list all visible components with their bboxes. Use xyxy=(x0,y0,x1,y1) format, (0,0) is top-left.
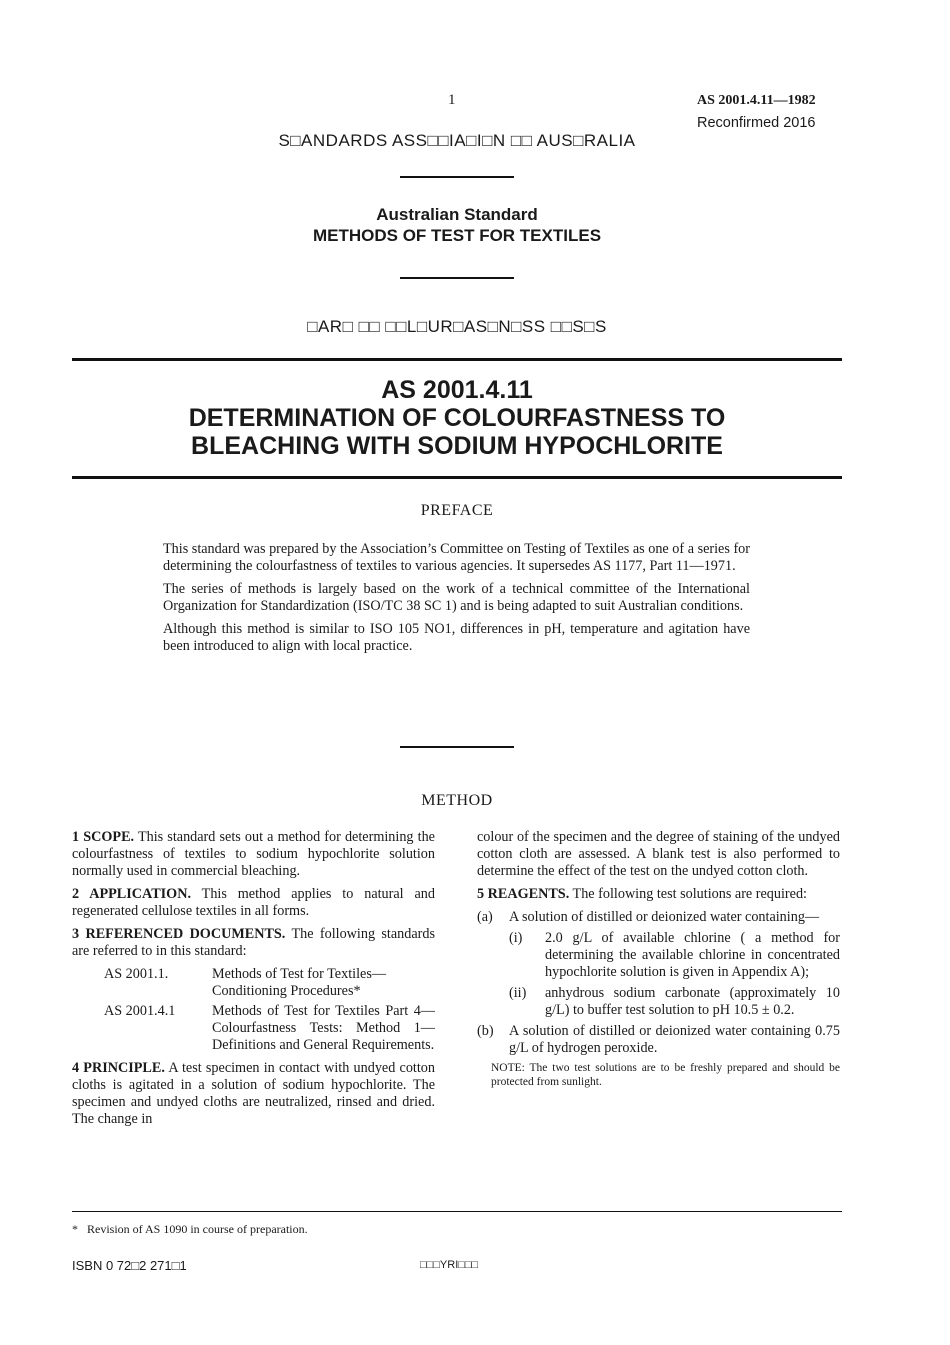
method-heading: METHOD xyxy=(421,792,493,809)
subitem-text: 2.0 g/L of available chlorine ( a method for determining the available chlorine in concentrated hypochlorite solution is given in Appendix A); xyxy=(545,930,840,980)
page-number: 1 xyxy=(448,92,456,108)
reagent-item xyxy=(477,1023,840,1057)
divider xyxy=(400,277,514,279)
preface-paragraph: Although this method is similar to ISO 105 NO1, differences in pH, temperature and agitation have been introduced to align with local practice. xyxy=(163,621,750,654)
item-label: (b) xyxy=(477,1023,494,1039)
subitem-label: (i) xyxy=(509,930,523,946)
copyright-mark: □□□YRI□□□ xyxy=(420,1259,479,1271)
scope-text: This standard sets out a method for determining the colourfastness of textiles to sodium hypochlorite solution normally used in commercial bleaching. xyxy=(72,829,435,879)
scope-label: 1 SCOPE. xyxy=(72,829,135,845)
document-title: Methods of Test for Textiles Part 4—Colourfastness Tests: Method 1—Definitions and General Requirements. xyxy=(212,1003,435,1053)
item-text: A solution of distilled or deionized water containing 0.75 g/L of hydrogen peroxide. xyxy=(509,1023,840,1056)
subitem-label: (ii) xyxy=(509,985,527,1001)
organization-name: S□ANDARDS ASS□□IA□I□N □□ AUS□RALIA xyxy=(278,131,636,150)
principle-text: A test specimen in contact with undyed cotton cloths is agitated in a solution of sodium hypochlorite. The specimen and undyed cloths are neutralized, rinsed and dried. The change in xyxy=(72,1060,435,1127)
application-label: 2 APPLICATION. xyxy=(72,886,192,902)
referenced-text: The following standards are referred to in this standard: xyxy=(72,926,435,959)
method-right-column xyxy=(477,829,840,1089)
main-title-line: BLEACHING WITH SODIUM HYPOCHLORITE xyxy=(191,432,723,460)
reagent-note: NOTE: The two test solutions are to be freshly prepared and should be protected from sunlight. xyxy=(491,1062,840,1088)
divider xyxy=(400,176,514,178)
title-rule-bottom xyxy=(72,476,842,479)
preface-paragraph: This standard was prepared by the Association’s Committee on Testing of Textiles as one of a series for determining the colourfastness of textiles to various agencies. It supersedes AS 1177, Part 11—1971. xyxy=(163,541,750,574)
referenced-document xyxy=(104,1003,435,1054)
principle-continued: colour of the specimen and the degree of staining of the undyed cotton cloth are assessed. A blank test is also performed to determine the effect of the test on the undyed cotton cloth. xyxy=(477,829,840,879)
reagent-subitem xyxy=(509,930,840,981)
divider xyxy=(400,746,514,748)
preface-heading: PREFACE xyxy=(420,502,494,519)
method-left-column xyxy=(72,829,435,1134)
subitem-text: anhydrous sodium carbonate (approximately 10 g/L) to buffer test solution to pH 10.5 ± 0.2. xyxy=(545,985,840,1018)
referenced-section xyxy=(72,926,435,960)
standard-type: Australian Standard xyxy=(376,205,538,224)
scope-section xyxy=(72,829,435,880)
series-title: METHODS OF TEST FOR TEXTILES xyxy=(312,226,602,245)
referenced-document xyxy=(104,966,435,1000)
footnote: * Revision of AS 1090 in course of preparation. xyxy=(72,1222,308,1236)
main-title-number: AS 2001.4.11 xyxy=(381,376,533,404)
document-code: AS 2001.1. xyxy=(104,966,169,982)
item-text: A solution of distilled or deionized water containing— xyxy=(509,909,820,925)
preface-paragraph: The series of methods is largely based on the work of a technical committee of the International Organization for Standardization (ISO/TC 38 SC 1) and is being adapted to suit Australian conditions. xyxy=(163,581,750,614)
item-label: (a) xyxy=(477,909,493,925)
reagents-label: 5 REAGENTS. xyxy=(477,886,570,902)
isbn: ISBN 0 72□2 271□1 xyxy=(72,1258,187,1273)
reagent-subitem xyxy=(509,985,840,1019)
application-text: This method applies to natural and regenerated cellulose textiles in all forms. xyxy=(72,886,435,919)
footnote-rule xyxy=(72,1211,842,1212)
reconfirmed-label: Reconfirmed 2016 xyxy=(697,115,816,131)
document-code: AS 2001.4.1 xyxy=(104,1003,176,1019)
main-title-line: DETERMINATION OF COLOURFASTNESS TO xyxy=(188,404,726,432)
principle-section xyxy=(72,1060,435,1128)
standard-id: AS 2001.4.11—1982 xyxy=(697,93,816,108)
preface-body xyxy=(163,541,750,661)
referenced-documents-list xyxy=(104,966,435,1054)
reagents-text: The following test solutions are required: xyxy=(569,886,807,902)
application-section xyxy=(72,886,435,920)
referenced-label: 3 REFERENCED DOCUMENTS. xyxy=(72,926,286,942)
principle-label: 4 PRINCIPLE. xyxy=(72,1060,165,1076)
title-rule-top xyxy=(72,358,842,361)
document-title: Methods of Test for Textiles—Conditioning Procedures* xyxy=(212,966,387,999)
reagent-item xyxy=(477,909,840,926)
part-title: □AR□ □□ □□L□UR□AS□N□SS □□S□S xyxy=(307,317,607,336)
reagents-section xyxy=(477,886,840,903)
